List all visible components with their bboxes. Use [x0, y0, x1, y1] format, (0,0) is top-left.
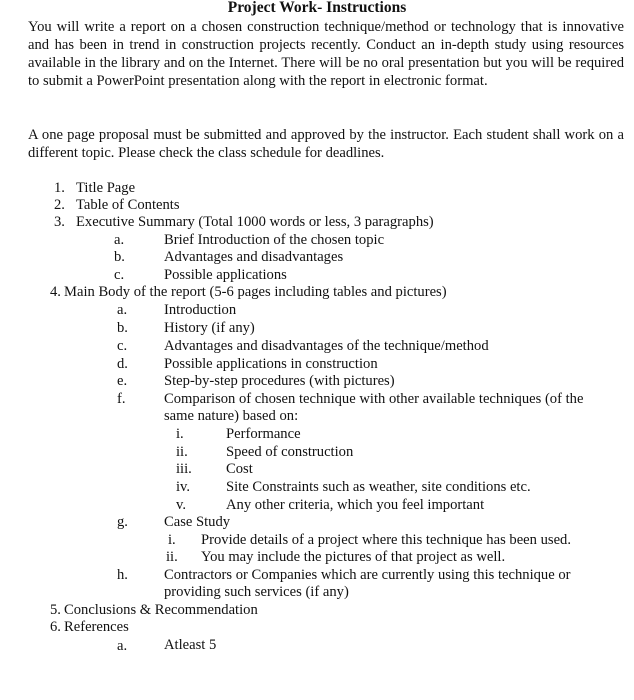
sub-item-continued: providing such services (if any) [164, 584, 349, 600]
sub-item: Possible applications in construction [164, 356, 378, 372]
criteria-item: Any other criteria, which you feel important [226, 497, 485, 513]
roman-label: ii. [166, 549, 178, 565]
criteria-item: Cost [226, 461, 253, 477]
sub-label: b. [114, 249, 125, 265]
list-item-table-of-contents: Table of Contents [76, 197, 180, 213]
list-item-executive-summary: Executive Summary (Total 1000 words or less, 3 paragraphs) [76, 214, 434, 230]
sub-item: Step-by-step procedures (with pictures) [164, 373, 395, 389]
criteria-item: Performance [226, 426, 301, 442]
proposal-paragraph: A one page proposal must be submitted and approved by the instructor. Each student shall work on a different topic. Please check the class schedule for deadlines. [28, 127, 624, 162]
intro-paragraph: You will write a report on a chosen construction technique/method or technology that is innovative and has been in trend in construction projects recently. Conduct an in-depth study using resources available in the library and on the Internet. There will be no oral presentation but you will be required to submit a PowerPoint presentation along with the report in electronic format. [28, 19, 624, 90]
roman-label: i. [176, 426, 184, 442]
roman-label: iii. [176, 461, 192, 477]
sub-item: History (if any) [164, 320, 255, 336]
sub-label: b. [117, 320, 128, 336]
list-item-main-body: Main Body of the report (5-6 pages including tables and pictures) [64, 284, 447, 300]
sub-label: a. [117, 302, 128, 318]
sub-item: Advantages and disadvantages of the technique/method [164, 338, 489, 354]
sub-item: Advantages and disadvantages [164, 249, 344, 265]
sub-item: Possible applications [164, 267, 287, 283]
list-number: 2. [54, 197, 65, 213]
sub-item: Case Study [164, 514, 231, 530]
sub-label: d. [117, 356, 128, 372]
sub-label: e. [117, 373, 128, 389]
sub-label: c. [117, 338, 128, 354]
sub-label: h. [117, 567, 128, 583]
list-number: 3. [54, 214, 65, 230]
list-number: 4. [50, 284, 61, 300]
sub-item: Atleast 5 [164, 637, 217, 653]
sub-label: g. [117, 514, 128, 530]
sub-label: a. [114, 232, 125, 248]
roman-label: ii. [176, 444, 188, 460]
sub-item: Brief Introduction of the chosen topic [164, 232, 385, 248]
roman-label: iv. [176, 479, 191, 495]
sub-item: Comparison of chosen technique with other available techniques (of the [164, 391, 584, 407]
sub-item: Contractors or Companies which are currently using this technique or [164, 567, 571, 583]
case-study-item: You may include the pictures of that project as well. [201, 549, 506, 565]
page-title: Project Work- Instructions [227, 0, 407, 16]
sub-label: f. [117, 391, 126, 407]
list-item-title-page: Title Page [76, 180, 136, 196]
sub-label: a. [117, 638, 128, 654]
sub-item: Introduction [164, 302, 237, 318]
case-study-item: Provide details of a project where this technique has been used. [201, 532, 571, 548]
sub-item-continued: same nature) based on: [164, 408, 299, 424]
list-number: 1. [54, 180, 65, 196]
list-item-references: References [64, 619, 129, 635]
list-number: 6. [50, 619, 61, 635]
list-item-conclusions: Conclusions & Recommendation [64, 602, 258, 618]
roman-label: i. [168, 532, 176, 548]
sub-label: c. [114, 267, 125, 283]
roman-label: v. [176, 497, 186, 513]
criteria-item: Speed of construction [226, 444, 354, 460]
criteria-item: Site Constraints such as weather, site conditions etc. [226, 479, 531, 495]
list-number: 5. [50, 602, 61, 618]
